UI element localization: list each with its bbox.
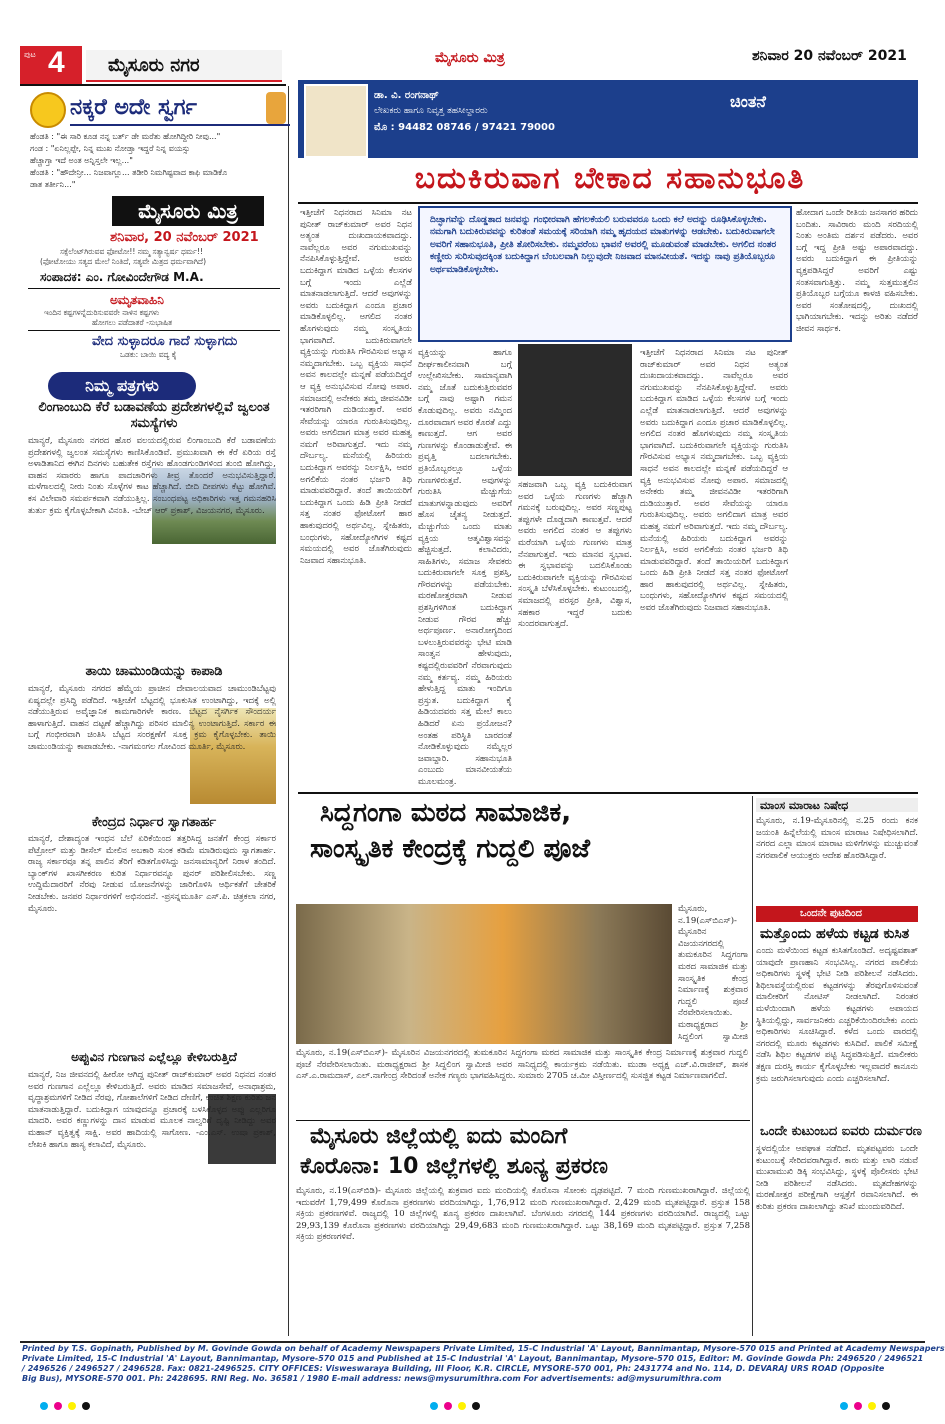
- divider: [28, 288, 280, 289]
- humor-title: ನಕ್ಕರೆ ಅದೇ ಸ್ವರ್ಗ: [70, 92, 290, 126]
- page-number: 4: [48, 46, 65, 79]
- magenta-dot-icon: [854, 1402, 862, 1410]
- corona-headline: ಕೊರೊನಾ: 10 ಜಿಲ್ಲೆಗಳಲ್ಲಿ ಶೂನ್ಯ ಪ್ರಕರಣ: [300, 1154, 609, 1179]
- ondane-label: ಒಂದನೇ ಪುಟದಿಂದ: [800, 908, 862, 919]
- humor-line: ಹೆಂಡತಿ : "ಹೌದೇನ್ರೀ... ನಿಜವಾಗ್ಲೂ... ತಡೀರಿ ನಿಮಗಿಷ್ಟವಾದ ಕಾಫಿ ಮಾಡಿಕೊ: [30, 168, 228, 177]
- registration-dots: [840, 1402, 896, 1413]
- masthead: ಮೈಸೂರು ಮಿತ್ರ: [435, 50, 505, 66]
- smiley-icon: [30, 92, 66, 128]
- article-col: ಹೋದಾಗ ಒಂದೇ ರೀತಿಯ ಜನಸಾಗರ ಹರಿದು ಬಂದಿತು. ಸಾವಿರಾರು ಮಂದಿ ಸರದಿಯಲ್ಲಿ ನಿಂತು ಅಂತಿಮ ದರ್ಶನ ಪಡೆದರು. ಅವರ ಬಗ್ಗೆ ಇದ್ದ ಪ್ರೀತಿ ಅಷ್ಟು ಅಪಾರವಾದದ್ದು. ಅವರು ಬದುಕಿದ್ದಾಗ ಈ ಪ್ರೀತಿಯನ್ನು ವ್ಯಕ್ತಪಡಿಸಿದ್ದರೆ ಅವರಿಗೆ ಎಷ್ಟು ಸಂತಸವಾಗುತ್ತಿತ್ತು. ನಮ್ಮ ಸುತ್ತಮುತ್ತಲಿನ ಪ್ರತಿಯೊಬ್ಬರ ಬಗ್ಗೆಯೂ ಕಾಳಜಿ ವಹಿಸಬೇಕು. ಅವರ ಸಂತೋಷದಲ್ಲಿ, ದುಃಖದಲ್ಲಿ ಭಾಗಿಯಾಗಬೇಕು. ಇದನ್ನು ಅರಿತು ನಡೆದರೆ ಜೀವನ ಸಾರ್ಥಕ.: [796, 208, 918, 334]
- amrut-line: ಇಂದಿನ ಕಷ್ಟಗಳನ್ನೆದುರಿಸುವವರೇ ನಾಳಿನ ಕಷ್ಟಗಳು: [44, 308, 160, 317]
- black-dot-icon: [472, 1402, 480, 1410]
- registration-dots: [430, 1402, 486, 1413]
- yellow-dot-icon: [458, 1402, 466, 1410]
- author-phone: ಮೊ : 94482 08746 / 97421 79000: [374, 122, 555, 133]
- amrut-title: ಅಮೃತವಾಹಿನಿ: [110, 293, 164, 307]
- amrut-line: ಹೋಗಲು ಪಡೆದಾತರೆ -ಸುಭಾಷಿತ: [92, 318, 173, 327]
- letter-headline: ಅಪ್ಪುವಿನ ಗುಣಗಾನ ಎಲ್ಲೆಲ್ಲೂ ಕೇಳಿಬರುತ್ತಿದೆ: [71, 1050, 237, 1064]
- magenta-dot-icon: [54, 1402, 62, 1410]
- letter-headline: ತಾಯಿ ಚಾಮುಂಡಿಯನ್ನು ಕಾಪಾಡಿ: [85, 664, 223, 679]
- divider: [752, 796, 753, 1336]
- letter-body: ಮಾನ್ಯರೆ, ಮೈಸೂರು ನಗರದ ಹೆಮ್ಮೆಯ ಪ್ರಾಚೀನ ದೇವಾಲಯವಾದ ಚಾಮುಂಡಿಬೆಟ್ಟವು ಏಷ್ಯದಲ್ಲೇ ಪ್ರಸಿದ್ಧಿ ಪಡೆದಿದೆ. ಇತ್ತೀಚೆಗೆ ಬೆಟ್ಟದಲ್ಲಿ ಭೂಕುಸಿತ ಉಂಟಾಗಿದ್ದು, ಇದಕ್ಕೆ ಅಲ್ಲಿ ನಡೆಯುತ್ತಿರುವ ಅವೈಜ್ಞಾನಿಕ ಕಾಮಗಾರಿಗಳೇ ಕಾರಣ. ಬೆಟ್ಟದ ನೈಸರ್ಗಿಕ ಸೌಂದರ್ಯ ಹಾಳಾಗುತ್ತಿದೆ. ವಾಹನ ದಟ್ಟಣೆ ಹೆಚ್ಚಾಗಿದ್ದು ಪರಿಸರ ಮಾಲಿನ್ಯ ಉಂಟಾಗುತ್ತಿದೆ. ಸರ್ಕಾರ ಈ ಬಗ್ಗೆ ಗಂಭೀರವಾಗಿ ಚಿಂತಿಸಿ ಬೆಟ್ಟದ ಸಂರಕ್ಷಣೆಗೆ ಸೂಕ್ತ ಕ್ರಮ ಕೈಗೊಳ್ಳಬೇಕು. ತಾಯಿ ಚಾಮುಂಡಿಯನ್ನು ಕಾಪಾಡಬೇಕು. -ನಾಗಮಂಗಲ ಗೋವಿಂದ ಮೂರ್ತಿ, ಮೈಸೂರು.: [28, 684, 276, 752]
- motto-line: (ಫೋಟೋಯು ಸತ್ಯದ ಮೇಲೆ ನಿಂತಿದೆ, ಸತ್ಯವೇ ಮಿತ್ರದ ಧರ್ಮವಾಗಿದೆ): [40, 257, 206, 266]
- paper-logo: ಮೈಸೂರು ಮಿತ್ರ: [112, 196, 264, 226]
- kattada-head: ಮತ್ತೊಂದು ಹಳೆಯ ಕಟ್ಟಡ ಕುಸಿತ: [760, 926, 910, 942]
- letters-title: ನಿಮ್ಮ ಪತ್ರಗಳು: [48, 372, 196, 400]
- black-dot-icon: [882, 1402, 890, 1410]
- mascot-icon: [266, 92, 286, 124]
- divider: [298, 792, 918, 794]
- siddaganga-photo: [296, 904, 672, 1044]
- magenta-dot-icon: [444, 1402, 452, 1410]
- maamsa-head: ಮಾಂಸ ಮಾರಾಟ ನಿಷೇಧ: [760, 799, 849, 812]
- humor-line: ಹೆಚ್ಚಾಗ್ತಾ ಇದೆ ಅಂತ ಅನ್ನಿಸ್ತಲೇ ಇಲ್ಲ...": [30, 156, 133, 165]
- humor-line: ಗಂಡ : "ಏನಿಲ್ಲಪ್ಪೇ, ನಿನ್ನ ಮುಖ ನೋಡ್ತಾ ಇದ್ದರೆ ನಿನ್ನ ವಯಸ್ಸು: [30, 144, 190, 153]
- maamsa-body: ಮೈಸೂರು, ನ.19-ಮೈಸೂರಿನಲ್ಲಿ ನ.25 ರಂದು ಕನಕ ಜಯಂತಿ ಹಿನ್ನೆಲೆಯಲ್ಲಿ ಮಾಂಸ ಮಾರಾಟ ನಿಷೇಧಿಸಲಾಗಿದೆ. ನಗರದ ಎಲ್ಲಾ ಮಾಂಸ ಮಾರಾಟ ಮಳಿಗೆಗಳನ್ನು ಮುಚ್ಚುವಂತೆ ನಗರಪಾಲಿಕೆ ಆಯುಕ್ತರು ಆದೇಶ ಹೊರಡಿಸಿದ್ದಾರೆ.: [756, 816, 918, 861]
- siddaganga-headline: ಸಿದ್ದಗಂಗಾ ಮಠದ ಸಾಮಾಜಿಕ,: [320, 798, 572, 828]
- footer-line: Printed by T.S. Gopinath, Published by M. Govinde Gowda on behalf of Academy Newspapers Private Limited, 15-C Industrial 'A' Layout, Bannimantap, Mysore-570 015 and Printed at Academy Newspapers: [22, 1344, 945, 1353]
- humor-line: ಹೆಂಡತಿ : "ಈ ಸಾರಿ ಕೂಡ ನನ್ನ ಬರ್ತ್ ಡೇ ಮರೆತು ಹೋಗಿದ್ದೀರಿ ನೀವು...": [30, 132, 221, 141]
- cyan-dot-icon: [40, 1402, 48, 1410]
- corona-body: ಮೈಸೂರು, ನ.19(ಎಸ್‌ಬಿಡಿ)- ಮೈಸೂರು ಜಿಲ್ಲೆಯಲ್ಲಿ ಶುಕ್ರವಾರ ಐದು ಮಂದಿಯಲ್ಲಿ ಕೊರೊನಾ ಸೋಂಕು ದೃಢಪಟ್ಟಿದೆ. 7 ಮಂದಿ ಗುಣಮುಖರಾಗಿದ್ದಾರೆ. ಜಿಲ್ಲೆಯಲ್ಲಿ ಇದುವರೆಗೆ 1,79,499 ಕೊರೊನಾ ಪ್ರಕರಣಗಳು ವರದಿಯಾಗಿದ್ದು, 1,76,912 ಮಂದಿ ಗುಣಮುಖರಾಗಿದ್ದಾರೆ. 2,429 ಮಂದಿ ಮೃತಪಟ್ಟಿದ್ದಾರೆ. ಪ್ರಸ್ತುತ 158 ಸಕ್ರಿಯ ಪ್ರಕರಣಗಳಿವೆ. ರಾಜ್ಯದಲ್ಲಿ 10 ಜಿಲ್ಲೆಗಳಲ್ಲಿ ಶೂನ್ಯ ಪ್ರಕರಣ ದಾಖಲಾಗಿವೆ. ಬೆಂಗಳೂರು ನಗರದಲ್ಲಿ 144 ಪ್ರಕರಣಗಳು ವರದಿಯಾಗಿವೆ. ರಾಜ್ಯದಲ್ಲಿ ಒಟ್ಟು 29,93,139 ಕೊರೊನಾ ಪ್ರಕರಣಗಳು ವರದಿಯಾಗಿದ್ದು 29,49,683 ಮಂದಿ ಗುಣಮುಖರಾಗಿದ್ದಾರೆ. ಒಟ್ಟು 38,169 ಮಂದಿ ಮೃತಪಟ್ಟಿದ್ದಾರೆ. ಪ್ರಸ್ತುತ 7,258 ಸಕ್ರಿಯ ಪ್ರಕರಣಗಳಿವೆ.: [296, 1186, 750, 1243]
- yellow-dot-icon: [68, 1402, 76, 1410]
- veda-text: ವೇದ ಸುಳ್ಳಾದರೂ ಗಾದೆ ಸುಳ್ಳಾಗದು: [92, 334, 238, 349]
- article-col: ಇತ್ತೀಚೆಗೆ ನಿಧನರಾದ ಸಿನಿಮಾ ನಟ ಪುನೀತ್ ರಾಜ್‌ಕುಮಾರ್ ಅವರ ನಿಧನ ಅತ್ಯಂತ ದುಃಖದಾಯಕವಾದದ್ದು. ನಾವೆಲ್ಲರೂ ಅವರ ನಗುಮುಖವನ್ನು ನೆನಪಿಸಿಕೊಳ್ಳುತ್ತಿದ್ದೇವೆ. ಅವರು ಬದುಕಿದ್ದಾಗ ಮಾಡಿದ ಒಳ್ಳೆಯ ಕೆಲಸಗಳ ಬಗ್ಗೆ ಇಂದು ಎಲ್ಲೆಡೆ ಮಾತನಾಡಲಾಗುತ್ತಿದೆ. ಆದರೆ ಅವುಗಳನ್ನು ಅವರು ಬದುಕಿದ್ದಾಗ ಎಂದೂ ಪ್ರಚಾರ ಮಾಡಿಕೊಳ್ಳಲಿಲ್ಲ. ಅಗಲಿದ ನಂತರ ಹೊಗಳುವುದು ನಮ್ಮ ಸಂಸ್ಕೃತಿಯ ಭಾಗವಾಗಿದೆ. ಬದುಕಿರುವಾಗಲೇ ವ್ಯಕ್ತಿಯನ್ನು ಗುರುತಿಸಿ ಗೌರವಿಸುವ ಅಭ್ಯಾಸ ನಮ್ಮದಾಗಬೇಕು. ಒಬ್ಬ ವ್ಯಕ್ತಿಯ ಸಾಧನೆ ಅವನ ಕಾಲದಲ್ಲೇ ಮನ್ನಣೆ ಪಡೆಯದಿದ್ದರೆ ಆ ವ್ಯಕ್ತಿ ಅನುಭವಿಸುವ ನೋವು ಅಪಾರ. ಸಮಾಜದಲ್ಲಿ ಅನೇಕರು ತಮ್ಮ ಜೀವನವಿಡೀ ಇತರರಿಗಾಗಿ ದುಡಿಯುತ್ತಾರೆ. ಅವರ ಸೇವೆಯನ್ನು ಯಾರೂ ಗುರುತಿಸುವುದಿಲ್ಲ. ಅವರು ಅಗಲಿದಾಗ ಮಾತ್ರ ಅವರ ಮಹತ್ವ ನಮಗೆ ಅರಿವಾಗುತ್ತದೆ. ಇದು ನಮ್ಮ ದೌರ್ಬಲ್ಯ. ಮನೆಯಲ್ಲಿ ಹಿರಿಯರು ಬದುಕಿದ್ದಾಗ ಅವರನ್ನು ನಿರ್ಲಕ್ಷಿಸಿ, ಅವರ ಅಗಲಿಕೆಯ ನಂತರ ಭರ್ಜರಿ ತಿಥಿ ಮಾಡುವವರಿದ್ದಾರೆ. ತಂದೆ ತಾಯಿಯರಿಗೆ ಬದುಕಿದ್ದಾಗ ಒಂದು ಹಿಡಿ ಪ್ರೀತಿ ನೀಡದೆ ಸತ್ತ ನಂತರ ಫೋಟೋಗೆ ಹಾರ ಹಾಕುವುದರಲ್ಲಿ ಅರ್ಥವಿಲ್ಲ. ಸ್ನೇಹಿತರು, ಬಂಧುಗಳು, ಸಹೋದ್ಯೋಗಿಗಳ ಕಷ್ಟದ ಸಮಯದಲ್ಲಿ ಅವರ ಜೊತೆಗಿರುವುದು ನಿಜವಾದ ಸಹಾನುಭೂತಿ.: [300, 208, 412, 566]
- cyan-dot-icon: [430, 1402, 438, 1410]
- letter-headline: ಲಿಂಗಾಂಬುದಿ ಕೆರೆ ಬಡಾವಣೆಯ ಪ್ರದೇಶಗಳಲ್ಲಿವೆ ಜ್ವಲಂತ ಸಮಸ್ಯೆಗಳು: [38, 400, 270, 431]
- footer-line: / 2496526 / 2496527 / 2496528. Fax: 0821-2496525. CITY OFFICES: Visweswaraya Building, III Floor, K.R. CIRCLE, MYSORE-570 001, Ph: 2431774 and No. 114, D. DEVARAJ URS ROAD (Opposite: [22, 1364, 885, 1373]
- footer-line: Private Limited, 15-C Industrial 'A' Layout, Bannimantap, Mysore-570 015 and Published at 15-C Industrial 'A' Layout, Bannimantap, Mysore-570 015, Editor: M. Govinde Gowda Ph: 2496520 / 2496521: [22, 1354, 924, 1363]
- section-title: ಮೈಸೂರು ನಗರ: [86, 50, 282, 82]
- divider: [296, 1120, 750, 1121]
- divider: [298, 202, 918, 204]
- editor-name: ಸಂಪಾದಕ: ಎಂ. ಗೋವಿಂದೇಗೌಡ M.A.: [40, 270, 204, 284]
- paper-date: ಶನಿವಾರ, 20 ನವೆಂಬರ್ 2021: [110, 230, 259, 245]
- veda-sub: ಒಡಕು: ಬಾಯಿ ವದ್ಯ ಕೈ: [120, 350, 177, 359]
- siddaganga-body: ಮೈಸೂರು, ನ.19(ಎಸ್‌ಬಿಎಸ್)- ಮೈಸೂರಿನ ವಿಜಯನಗರದಲ್ಲಿ ತುಮಕೂರಿನ ಸಿದ್ದಗಂಗಾ ಮಠದ ಸಾಮಾಜಿಕ ಮತ್ತು ಸಾಂಸ್ಕೃತಿಕ ಕೇಂದ್ರ ನಿರ್ಮಾಣಕ್ಕೆ ಶುಕ್ರವಾರ ಗುದ್ದಲಿ ಪೂಜೆ ನೆರವೇರಿಸಲಾಯಿತು. ಮಠಾಧ್ಯಕ್ಷರಾದ ಶ್ರೀ ಸಿದ್ದಲಿಂಗ ಸ್ವಾಮೀಜಿ: [678, 904, 748, 1042]
- article-col: ಸಹಜವಾಗಿ ಒಬ್ಬ ವ್ಯಕ್ತಿ ಬದುಕಿರುವಾಗ ಅವರ ಒಳ್ಳೆಯ ಗುಣಗಳು ಹೆಚ್ಚಾಗಿ ಗಮನಕ್ಕೆ ಬರುವುದಿಲ್ಲ. ಅವರ ಸಣ್ಣಪುಟ್ಟ ತಪ್ಪುಗಳೇ ದೊಡ್ಡದಾಗಿ ಕಾಣುತ್ತವೆ. ಆದರೆ ಅವರು ಅಗಲಿದ ನಂತರ ಆ ತಪ್ಪುಗಳು ಮರೆಯಾಗಿ ಒಳ್ಳೆಯ ಗುಣಗಳು ಮಾತ್ರ ನೆನಪಾಗುತ್ತವೆ. ಇದು ಮಾನವ ಸ್ವಭಾವ. ಈ ಸ್ವಭಾವವನ್ನು ಬದಲಿಸಿಕೊಂಡು ಬದುಕಿರುವಾಗಲೇ ವ್ಯಕ್ತಿಯನ್ನು ಗೌರವಿಸುವ ಸಂಸ್ಕೃತಿ ಬೆಳೆಸಿಕೊಳ್ಳಬೇಕು. ಕುಟುಂಬದಲ್ಲಿ, ಸಮಾಜದಲ್ಲಿ ಪರಸ್ಪರ ಪ್ರೀತಿ, ವಿಶ್ವಾಸ, ಸಹಕಾರ ಇದ್ದರೆ ಬದುಕು ಸುಂದರವಾಗುತ್ತದೆ.: [518, 480, 632, 630]
- author-name: ಡಾ. ವಿ. ರಂಗನಾಥ್: [374, 90, 439, 101]
- yellow-dot-icon: [868, 1402, 876, 1410]
- divider: [28, 330, 280, 331]
- column-name: ಚಿಂತನೆ: [730, 92, 766, 111]
- registration-dots: [40, 1402, 96, 1413]
- page-label: ಪುಟ: [24, 50, 36, 59]
- actor-photo: [518, 344, 632, 476]
- author-photo: [304, 84, 368, 158]
- durmarana-body: ಸ್ಥಳದಲ್ಲಿಯೇ ಆಪಘಾತ ನಡೆದಿದೆ. ಮೃತಪಟ್ಟವರು ಒಂದೇ ಕುಟುಂಬಕ್ಕೆ ಸೇರಿದವರಾಗಿದ್ದಾರೆ. ಕಾರು ಮತ್ತು ಲಾರಿ ನಡುವೆ ಮುಖಾಮುಖಿ ಡಿಕ್ಕಿ ಸಂಭವಿಸಿದ್ದು, ಸ್ಥಳಕ್ಕೆ ಪೊಲೀಸರು ಭೇಟಿ ನೀಡಿ ಪರಿಶೀಲನೆ ನಡೆಸಿದರು. ಮೃತದೇಹಗಳನ್ನು ಮರಣೋತ್ತರ ಪರೀಕ್ಷೆಗಾಗಿ ಆಸ್ಪತ್ರೆಗೆ ರವಾನಿಸಲಾಗಿದೆ. ಈ ಕುರಿತು ಪ್ರಕರಣ ದಾಖಲಾಗಿದ್ದು ತನಿಖೆ ಮುಂದುವರಿದಿದೆ.: [756, 1144, 918, 1212]
- humor-line: ಡಾತ ತರ್ತೀನಿ...": [30, 180, 76, 189]
- letter-headline: ಕೇಂದ್ರದ ನಿರ್ಧಾರ ಸ್ವಾಗತಾರ್ಹ: [91, 815, 217, 830]
- black-dot-icon: [82, 1402, 90, 1410]
- letter-body: ಮಾನ್ಯರೆ, ನಿಜ ಜೀವನದಲ್ಲಿ ಹೀರೋ ಆಗಿದ್ದ ಪುನೀತ್ ರಾಜ್‌ಕುಮಾರ್ ಅವರ ನಿಧನದ ನಂತರ ಅವರ ಗುಣಗಾನ ಎಲ್ಲೆಲ್ಲೂ ಕೇಳಿಬರುತ್ತಿದೆ. ಅವರು ಮಾಡಿದ ಸಮಾಜಸೇವೆ, ಅನಾಥಾಶ್ರಮ, ವೃದ್ಧಾಶ್ರಮಗಳಿಗೆ ನೀಡಿದ ನೆರವು, ಗೋಶಾಲೆಗಳಿಗೆ ನೀಡಿದ ದೇಣಿಗೆ, ಉಚಿತ ಶಿಕ್ಷಣ ಕುರಿತು ಜನ ಮಾತನಾಡುತ್ತಿದ್ದಾರೆ. ಬದುಕಿದ್ದಾಗ ಯಾವುದನ್ನೂ ಪ್ರಚಾರಕ್ಕೆ ಬಳಸಿಕೊಳ್ಳದ ಅಪ್ಪು ಎಲ್ಲರಿಗೂ ಮಾದರಿ. ಅವರ ಕಣ್ಣುಗಳನ್ನು ದಾನ ಮಾಡುವ ಮೂಲಕ ನಾಲ್ವರಿಗೆ ದೃಷ್ಟಿ ನೀಡಿದ್ದು ಅವರ ಮಹಾನ್ ವ್ಯಕ್ತಿತ್ವಕ್ಕೆ ಸಾಕ್ಷಿ. ಅವರ ಹಾದಿಯಲ್ಲಿ ಸಾಗೋಣ. -ಎಂ.ಎಸ್. ಉಷಾ ಪ್ರಕಾಶ್, ಲೇಖಕಿ ಹಾಗೂ ಹಾಸ್ಯ ಕಲಾವಿದೆ, ಮೈಸೂರು.: [28, 1070, 276, 1150]
- siddaganga-body: ಮೈಸೂರು, ನ.19(ಎಸ್‌ಬಿಎಸ್)- ಮೈಸೂರಿನ ವಿಜಯನಗರದಲ್ಲಿ ತುಮಕೂರಿನ ಸಿದ್ದಗಂಗಾ ಮಠದ ಸಾಮಾಜಿಕ ಮತ್ತು ಸಾಂಸ್ಕೃತಿಕ ಕೇಂದ್ರ ನಿರ್ಮಾಣಕ್ಕೆ ಶುಕ್ರವಾರ ಗುದ್ದಲಿ ಪೂಜೆ ನೆರವೇರಿಸಲಾಯಿತು. ಮಠಾಧ್ಯಕ್ಷರಾದ ಶ್ರೀ ಸಿದ್ದಲಿಂಗ ಸ್ವಾಮೀಜಿ ಅವರ ಸಾನಿಧ್ಯದಲ್ಲಿ ಕಾರ್ಯಕ್ರಮ ನಡೆಯಿತು. ಮುಡಾ ಅಧ್ಯಕ್ಷ ಎಚ್.ವಿ.ರಾಜೀವ್, ಶಾಸಕ ಎಸ್.ಎ.ರಾಮದಾಸ್, ಎಲ್.ನಾಗೇಂದ್ರ ಸೇರಿದಂತೆ ಅನೇಕ ಗಣ್ಯರು ಭಾಗವಹಿಸಿದ್ದರು. ಸುಮಾರು 2705 ಚ.ಮೀ ವಿಸ್ತೀರ್ಣದಲ್ಲಿ ಸುಸಜ್ಜಿತ ಕಟ್ಟಡ ನಿರ್ಮಾಣವಾಗಲಿದೆ.: [296, 1048, 748, 1082]
- cyan-dot-icon: [840, 1402, 848, 1410]
- footer-line: Big Bus), MYSORE-570 001. Ph: 2428695. RNI Reg. No. 36581 / 1980 E-mail address: news@mysurumithra.com For advertisements: ad@mysurumithra.com: [22, 1374, 722, 1383]
- siddaganga-headline: ಸಾಂಸ್ಕೃತಿಕ ಕೇಂದ್ರಕ್ಕೆ ಗುದ್ದಲಿ ಪೂಜೆ: [310, 834, 591, 864]
- letter-body: ಮಾನ್ಯರೆ, ಮೈಸೂರು ನಗರದ ಹೊರ ವಲಯದಲ್ಲಿರುವ ಲಿಂಗಾಂಬುದಿ ಕೆರೆ ಬಡಾವಣೆಯ ಪ್ರದೇಶಗಳಲ್ಲಿ ಜ್ವಲಂತ ಸಮಸ್ಯೆಗಳು ಕಾಣಿಸಿಕೊಂಡಿವೆ. ಪ್ರಮುಖವಾಗಿ ಈ ಕೆರೆ ಏರಿಯ ರಸ್ತೆ ಅಳಾಡಿತಾನಿದ ಈಗಿನ ದಿನಗಳು ಬಹುತೇಕ ರಸ್ತೆಗಳು ಹೊಂಡಗುಂಡಿಗಳಿಂದ ತುಂಬಿ ಹೋಗಿದ್ದು, ವಾಹನ ಸವಾರರು ಹಾಗೂ ಪಾದಚಾರಿಗಳು ತೀವ್ರ ತೊಂದರೆ ಅನುಭವಿಸುತ್ತಿದ್ದಾರೆ. ಮಳೆಗಾಲದಲ್ಲಿ ನೀರು ನಿಂತು ಸೊಳ್ಳೆಗಳ ಕಾಟ ಹೆಚ್ಚಾಗಿದೆ. ಬೀದಿ ದೀಪಗಳು ಕೆಟ್ಟು ಹೋಗಿವೆ. ಕಸ ವಿಲೇವಾರಿ ಸಮರ್ಪಕವಾಗಿ ನಡೆಯುತ್ತಿಲ್ಲ. ಸಂಬಂಧಪಟ್ಟ ಅಧಿಕಾರಿಗಳು ಇತ್ತ ಗಮನಹರಿಸಿ ತುರ್ತು ಕ್ರಮ ಕೈಗೊಳ್ಳಬೇಕಾಗಿ ವಿನಂತಿ. -ಬೇಚ್ ಆರ್ ಪ್ರಕಾಶ್, ವಿಜಯನಗರ, ಮೈಸೂರು.: [28, 436, 276, 516]
- corona-headline: ಮೈಸೂರು ಜಿಲ್ಲೆಯಲ್ಲಿ ಐದು ಮಂದಿಗೆ: [310, 1124, 568, 1149]
- dateline: ಶನಿವಾರ 20 ನವೆಂಬರ್ 2021: [752, 48, 907, 64]
- article-headline: ಬದುಕಿರುವಾಗ ಬೇಕಾದ ಸಹಾನುಭೂತಿ: [414, 161, 806, 196]
- article-col: ವ್ಯಕ್ತಿಯನ್ನು ಹಾಗೂ ದೀರ್ಘಕಾಲೀನವಾಗಿ ಬಗ್ಗೆ ಉಲ್ಲೇಖಿಸಬೇಕು. ಸಾಮಾನ್ಯವಾಗಿ ನಮ್ಮ ಜೊತೆ ಬದುಕುತ್ತಿರುವವರ ಬಗ್ಗೆ ನಾವು ಅಷ್ಟಾಗಿ ಗಮನ ಕೊಡುವುದಿಲ್ಲ. ಅವರು ನಮ್ಮಿಂದ ದೂರವಾದಾಗ ಅವರ ಕೊರತೆ ಎದ್ದು ಕಾಣುತ್ತದೆ. ಆಗ ಅವರ ಗುಣಗಳನ್ನು ಕೊಂಡಾಡುತ್ತೇವೆ. ಈ ಪ್ರವೃತ್ತಿ ಬದಲಾಗಬೇಕು. ಪ್ರತಿಯೊಬ್ಬರಲ್ಲೂ ಒಳ್ಳೆಯ ಗುಣಗಳಿರುತ್ತವೆ. ಅವುಗಳನ್ನು ಗುರುತಿಸಿ ಮೆಚ್ಚುಗೆಯ ಮಾತುಗಳನ್ನಾಡುವುದು ಅವರಿಗೆ ಹೊಸ ಚೈತನ್ಯ ನೀಡುತ್ತದೆ. ಮೆಚ್ಚುಗೆಯ ಒಂದು ಮಾತು ವ್ಯಕ್ತಿಯ ಆತ್ಮವಿಶ್ವಾಸವನ್ನು ಹೆಚ್ಚಿಸುತ್ತದೆ. ಕಲಾವಿದರು, ಸಾಹಿತಿಗಳು, ಸಮಾಜ ಸೇವಕರು ಬದುಕಿರುವಾಗಲೇ ಸೂಕ್ತ ಪ್ರಶಸ್ತಿ, ಗೌರವಗಳನ್ನು ಪಡೆಯಬೇಕು. ಮರಣೋತ್ತರವಾಗಿ ನೀಡುವ ಪ್ರಶಸ್ತಿಗಳಿಗಿಂತ ಬದುಕಿದ್ದಾಗ ನೀಡುವ ಗೌರವ ಹೆಚ್ಚು ಅರ್ಥಪೂರ್ಣ. ಅನಾರೋಗ್ಯದಿಂದ ಬಳಲುತ್ತಿರುವವರನ್ನು ಭೇಟಿ ಮಾಡಿ ಸಾಂತ್ವನ ಹೇಳುವುದು, ಕಷ್ಟದಲ್ಲಿರುವವರಿಗೆ ನೆರವಾಗುವುದು ನಮ್ಮ ಕರ್ತವ್ಯ. ನಮ್ಮ ಹಿರಿಯರು ಹೇಳುತ್ತಿದ್ದ ಮಾತು ಇಂದಿಗೂ ಪ್ರಸ್ತುತ. ಬದುಕಿದ್ದಾಗ ಕೈ ಹಿಡಿಯದವರು ಸತ್ತ ಮೇಲೆ ಕಾಲು ಹಿಡಿದರೆ ಏನು ಪ್ರಯೋಜನ? ಅಂತಹ ಪರಿಸ್ಥಿತಿ ಬಾರದಂತೆ ನೋಡಿಕೊಳ್ಳುವುದು ನಮ್ಮೆಲ್ಲರ ಜವಾಬ್ದಾರಿ. ಸಹಾನುಭೂತಿ ಎಂಬುದು ಮಾನವೀಯತೆಯ ಮೂಲಮಂತ್ರ.: [418, 348, 512, 787]
- pull-quote: ದಿಚ್ಛಾಗವೆನ್ನು ದೊಡ್ಡತಾದ ಜನವನ್ನು ಗಂಭೀರವಾಗಿ ಹೆಗಲಕೆಯಲಿ ಬರುವವರೂ ಒಂದು ಕಲೆ ಅದನ್ನು ರೂಢಿಸಿಕೊಳ್ಳಬೇಕು. ನಮಗಾಗಿ ಬದುಕಿರುವವನ್ನು ಕುರಿತಂತೆ ಸಮಯಕ್ಕೆ ಸರಿಯಾಗಿ ನಮ್ಮ ಹೃದಯದ ಮಾತುಗಳನ್ನು ಆಡಬೇಕು. ಬದುಕಿರುವಾಗಲೇ ಅವರಿಗೆ ಸಹಾನುಭೂತಿ, ಪ್ರೀತಿ ತೋರಿಸಬೇಕು. ನಮ್ಮವರೆಂಬ ಭಾವನೆ ಅವರಲ್ಲಿ ಮೂಡುವಂತೆ ಮಾಡಬೇಕು. ಅಗಲಿದ ನಂತರ ಕಣ್ಣೀರು ಸುರಿಸುವುದಕ್ಕಿಂತ ಬದುಕಿದ್ದಾಗ ಬೆಂಬಲವಾಗಿ ನಿಲ್ಲುವುದೇ ನಿಜವಾದ ಮಾನವೀಯತೆ. ಇದನ್ನು ನಾವು ಪ್ರತಿಯೊಬ್ಬರೂ ಅರ್ಥಮಾಡಿಕೊಳ್ಳಬೇಕು.: [418, 206, 792, 342]
- author-desc: ಲೇಖಕರು ಹಾಗೂ ನಿವೃತ್ತ ತಹಸೀಲ್ದಾರರು: [374, 106, 488, 116]
- durmarana-head: ಒಂದೇ ಕುಟುಂಬದ ಐವರು ದುರ್ಮರಣ: [760, 1124, 922, 1139]
- page-number-box: [20, 46, 82, 84]
- motto-line: ಸಕ್ಸೆಲೆಂಟ್‌ಗಿರುವವ ಫೋಟೋ!! ನಮ್ಮ ಸತ್ಯಾನ್ವರ್ಷ ಧರ್ಮ!!: [60, 247, 203, 256]
- article-col: ಇತ್ತೀಚೆಗೆ ನಿಧನರಾದ ಸಿನಿಮಾ ನಟ ಪುನೀತ್ ರಾಜ್‌ಕುಮಾರ್ ಅವರ ನಿಧನ ಅತ್ಯಂತ ದುಃಖದಾಯಕವಾದದ್ದು. ನಾವೆಲ್ಲರೂ ಅವರ ನಗುಮುಖವನ್ನು ನೆನಪಿಸಿಕೊಳ್ಳುತ್ತಿದ್ದೇವೆ. ಅವರು ಬದುಕಿದ್ದಾಗ ಮಾಡಿದ ಒಳ್ಳೆಯ ಕೆಲಸಗಳ ಬಗ್ಗೆ ಇಂದು ಎಲ್ಲೆಡೆ ಮಾತನಾಡಲಾಗುತ್ತಿದೆ. ಆದರೆ ಅವುಗಳನ್ನು ಅವರು ಬದುಕಿದ್ದಾಗ ಎಂದೂ ಪ್ರಚಾರ ಮಾಡಿಕೊಳ್ಳಲಿಲ್ಲ. ಅಗಲಿದ ನಂತರ ಹೊಗಳುವುದು ನಮ್ಮ ಸಂಸ್ಕೃತಿಯ ಭಾಗವಾಗಿದೆ. ಬದುಕಿರುವಾಗಲೇ ವ್ಯಕ್ತಿಯನ್ನು ಗುರುತಿಸಿ ಗೌರವಿಸುವ ಅಭ್ಯಾಸ ನಮ್ಮದಾಗಬೇಕು. ಒಬ್ಬ ವ್ಯಕ್ತಿಯ ಸಾಧನೆ ಅವನ ಕಾಲದಲ್ಲೇ ಮನ್ನಣೆ ಪಡೆಯದಿದ್ದರೆ ಆ ವ್ಯಕ್ತಿ ಅನುಭವಿಸುವ ನೋವು ಅಪಾರ. ಸಮಾಜದಲ್ಲಿ ಅನೇಕರು ತಮ್ಮ ಜೀವನವಿಡೀ ಇತರರಿಗಾಗಿ ದುಡಿಯುತ್ತಾರೆ. ಅವರ ಸೇವೆಯನ್ನು ಯಾರೂ ಗುರುತಿಸುವುದಿಲ್ಲ. ಅವರು ಅಗಲಿದಾಗ ಮಾತ್ರ ಅವರ ಮಹತ್ವ ನಮಗೆ ಅರಿವಾಗುತ್ತದೆ. ಇದು ನಮ್ಮ ದೌರ್ಬಲ್ಯ. ಮನೆಯಲ್ಲಿ ಹಿರಿಯರು ಬದುಕಿದ್ದಾಗ ಅವರನ್ನು ನಿರ್ಲಕ್ಷಿಸಿ, ಅವರ ಅಗಲಿಕೆಯ ನಂತರ ಭರ್ಜರಿ ತಿಥಿ ಮಾಡುವವರಿದ್ದಾರೆ. ತಂದೆ ತಾಯಿಯರಿಗೆ ಬದುಕಿದ್ದಾಗ ಒಂದು ಹಿಡಿ ಪ್ರೀತಿ ನೀಡದೆ ಸತ್ತ ನಂತರ ಫೋಟೋಗೆ ಹಾರ ಹಾಕುವುದರಲ್ಲಿ ಅರ್ಥವಿಲ್ಲ. ಸ್ನೇಹಿತರು, ಬಂಧುಗಳು, ಸಹೋದ್ಯೋಗಿಗಳ ಕಷ್ಟದ ಸಮಯದಲ್ಲಿ ಅವರ ಜೊತೆಗಿರುವುದು ನಿಜವಾದ ಸಹಾನುಭೂತಿ.: [640, 348, 788, 614]
- letter-body: ಮಾನ್ಯರೆ, ದೇಶಾದ್ಯಂತ ಇಂಧನ ಬೆಲೆ ಏರಿಕೆಯಿಂದ ತತ್ತರಿಸಿದ್ದ ಜನತೆಗೆ ಕೇಂದ್ರ ಸರ್ಕಾರ ಪೆಟ್ರೋಲ್ ಮತ್ತು ಡೀಸೆಲ್ ಮೇಲಿನ ಅಬಕಾರಿ ಸುಂಕ ಕಡಿಮೆ ಮಾಡಿರುವುದು ಸ್ವಾಗತಾರ್ಹ. ರಾಜ್ಯ ಸರ್ಕಾರವೂ ತನ್ನ ಪಾಲಿನ ತೆರಿಗೆ ಕಡಿತಗೊಳಿಸಿದ್ದು ಜನಸಾಮಾನ್ಯರಿಗೆ ನಿರಾಳ ತಂದಿದೆ. ಬ್ಯಾಂಕ್‌ಗಳ ಖಾಸಗೀಕರಣ ಕುರಿತ ನಿರ್ಧಾರವನ್ನೂ ಪುನರ್ ಪರಿಶೀಲಿಸಬೇಕು. ಸಣ್ಣ ಉದ್ದಿಮೆದಾರರಿಗೆ ನೆರವು ನೀಡುವ ಯೋಜನೆಗಳನ್ನು ಜಾರಿಗೊಳಿಸಿ ಆರ್ಥಿಕತೆಗೆ ಚೇತರಿಕೆ ನೀಡಬೇಕು. ಜನಪರ ನಿರ್ಧಾರಗಳಿಗೆ ಅಭಿನಂದನೆ. -ಪ್ರಸನ್ನಮೂರ್ತಿ ಎಸ್.ಪಿ. ಚಿತ್ರಕಲಾ ನಗರ, ಮೈಸೂರು.: [28, 834, 276, 914]
- kattada-body: ಎಂದು ಮಳೆಯಿಂದ ಕಟ್ಟಡ ಕುಸಿತಗೊಂಡಿದೆ. ಅದೃಷ್ಟವಶಾತ್ ಯಾವುದೇ ಪ್ರಾಣಹಾನಿ ಸಂಭವಿಸಿಲ್ಲ. ನಗರದ ಪಾಲಿಕೆಯ ಅಧಿಕಾರಿಗಳು ಸ್ಥಳಕ್ಕೆ ಭೇಟಿ ನೀಡಿ ಪರಿಶೀಲನೆ ನಡೆಸಿದರು. ಶಿಥಿಲಾವಸ್ಥೆಯಲ್ಲಿರುವ ಕಟ್ಟಡಗಳನ್ನು ತೆರವುಗೊಳಿಸುವಂತೆ ಮಾಲೀಕರಿಗೆ ನೋಟಿಸ್ ನೀಡಲಾಗಿದೆ. ನಿರಂತರ ಮಳೆಯಿಂದಾಗಿ ಹಳೆಯ ಕಟ್ಟಡಗಳು ಅಪಾಯದ ಸ್ಥಿತಿಯಲ್ಲಿದ್ದು, ಸಾರ್ವಜನಿಕರು ಎಚ್ಚರಿಕೆಯಿಂದಿರಬೇಕು ಎಂದು ಅಧಿಕಾರಿಗಳು ಸೂಚಿಸಿದ್ದಾರೆ. ಕಳೆದ ಒಂದು ವಾರದಲ್ಲಿ ನಗರದಲ್ಲಿ ಮೂರು ಕಟ್ಟಡಗಳು ಕುಸಿದಿವೆ. ಪಾಲಿಕೆ ಸಮೀಕ್ಷೆ ನಡೆಸಿ ಶಿಥಿಲ ಕಟ್ಟಡಗಳ ಪಟ್ಟಿ ಸಿದ್ಧಪಡಿಸುತ್ತಿದೆ. ಮಾಲೀಕರು ತಕ್ಷಣ ದುರಸ್ತಿ ಕಾರ್ಯ ಕೈಗೊಳ್ಳಬೇಕು ಇಲ್ಲವಾದರೆ ಕಾನೂನು ಕ್ರಮ ಜರುಗಿಸಲಾಗುವುದು ಎಂದು ಎಚ್ಚರಿಸಲಾಗಿದೆ.: [756, 946, 918, 1084]
